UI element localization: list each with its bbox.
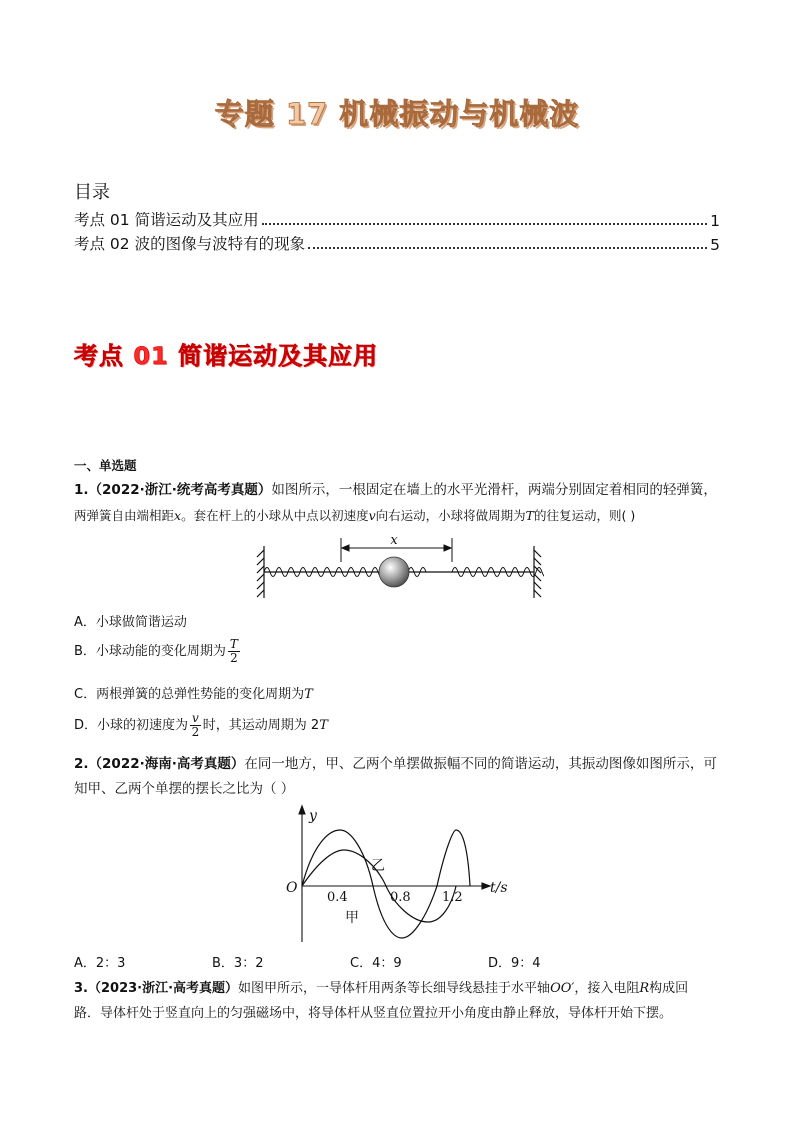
frac-num: T: [229, 637, 238, 651]
frac-den: 2: [191, 725, 200, 739]
q2-option-d[interactable]: D．9：4: [488, 956, 541, 971]
q3-line1: 如图甲所示，一导体杆用两条等长细导线悬挂于水平轴: [238, 981, 551, 996]
toc-item-label: 考点 02 波的图像与波特有的现象: [74, 235, 306, 253]
toc-leader-dots: [308, 247, 707, 249]
q3-line2: 路．导体杆处于竖直向上的匀强磁场中，将导体杆从竖直位置拉开小角度由静止释放，导体杆开始下摆。: [74, 1006, 673, 1021]
q2-line2: 知甲、乙两个单摆的摆长之比为（ ）: [74, 781, 295, 797]
toc-item-2[interactable]: [74, 232, 720, 254]
ball: [379, 557, 409, 587]
question-1-text: [74, 478, 734, 528]
tick-1.2: 1.2: [442, 890, 463, 905]
y-axis-label: y: [309, 808, 317, 824]
q3-number: 3.: [74, 981, 88, 996]
q3-line1c: 构成回: [649, 981, 689, 996]
q1-line2c: 向右运动，小球将做周期为: [375, 508, 526, 523]
tick-0.4: 0.4: [327, 890, 348, 905]
q2-option-a[interactable]: A．2：3: [74, 956, 126, 971]
q3-axis-label: OO′: [550, 981, 575, 996]
fraction-T-over-2: [228, 638, 240, 665]
curve-label-jia: 甲: [345, 910, 359, 926]
q1-option-c[interactable]: [74, 683, 313, 702]
q3-source: （2023·浙江·高考真题）: [87, 981, 239, 996]
y-axis-arrow: [299, 806, 305, 814]
page-title: 专题 17 机械振动与机械波: [214, 97, 580, 131]
q1-option-d-var: T: [319, 718, 328, 733]
q1-line2b: 。套在杆上的小球从中点以初速度: [181, 508, 369, 523]
toc-item-label: 考点 01 简谐运动及其应用: [74, 211, 259, 229]
q1-option-d[interactable]: [74, 712, 328, 739]
curve-jia: [302, 830, 470, 938]
tick-0.8: 0.8: [390, 890, 411, 905]
q1-line1: 如图所示，一根固定在墙上的水平光滑杆，两端分别固定着相同的轻弹簧，: [271, 482, 717, 498]
toc-item-page: 1: [710, 212, 720, 230]
question-3-text: [74, 976, 734, 1026]
q3-var-R: R: [639, 981, 650, 996]
origin-label: O: [286, 880, 298, 896]
frac-den: 2: [230, 651, 238, 665]
frac-num: v: [192, 711, 199, 725]
oscillation-graph: [282, 804, 522, 946]
distance-label-x: x: [390, 533, 398, 548]
left-wall: [257, 546, 264, 598]
toc-item-page: 5: [710, 236, 720, 254]
q1-line2d: 的往复运动，则( ): [534, 508, 636, 523]
q1-source: （2022·浙江·统考高考真题）: [88, 482, 272, 498]
q1-option-d-mid: 时，其运动周期为 2: [202, 718, 320, 733]
q3-line1b: ，接入电阻: [574, 981, 640, 996]
q1-var-x: x: [174, 508, 182, 523]
q2-line1: 在同一地方，甲、乙两个单摆做振幅不同的简谐运动，其振动图像如图所示，可: [244, 756, 717, 772]
q2-number: 2.: [74, 756, 89, 772]
right-wall: [534, 546, 541, 598]
q1-option-c-var: T: [304, 687, 313, 702]
toc-heading: 目录: [74, 182, 110, 203]
q1-line2a: 两弹簧自由端相距: [74, 508, 175, 523]
q2-source: （2022·海南·高考真题）: [88, 756, 245, 772]
q1-option-a[interactable]: A．小球做简谐运动: [74, 615, 187, 630]
t-axis-label: t/s: [490, 880, 508, 896]
q1-option-c-text: C．两根弹簧的总弹性势能的变化周期为: [74, 687, 305, 702]
question-type-heading: 一、单选题: [74, 458, 137, 473]
q1-number: 1.: [74, 482, 89, 498]
toc-item-1[interactable]: [74, 208, 720, 230]
q1-option-b-text: B．小球动能的变化周期为: [74, 644, 226, 659]
q1-var-T: T: [525, 508, 535, 523]
q2-option-b[interactable]: B．3：2: [212, 956, 264, 971]
q2-options: [74, 952, 734, 971]
question-2-text: [74, 752, 734, 802]
q1-var-v: v: [368, 508, 376, 523]
q1-option-b[interactable]: [74, 638, 242, 665]
toc-leader-dots: [262, 223, 708, 225]
section-heading: 考点 01 简谐运动及其应用: [74, 342, 379, 370]
spring-ball-figure: [254, 532, 544, 602]
curve-label-yi: 乙: [371, 858, 385, 874]
q2-option-c[interactable]: C．4：9: [350, 956, 402, 971]
t-axis-arrow: [482, 883, 490, 889]
q1-option-d-text: D．小球的初速度为: [74, 718, 189, 733]
fraction-v-over-2: [190, 712, 201, 739]
